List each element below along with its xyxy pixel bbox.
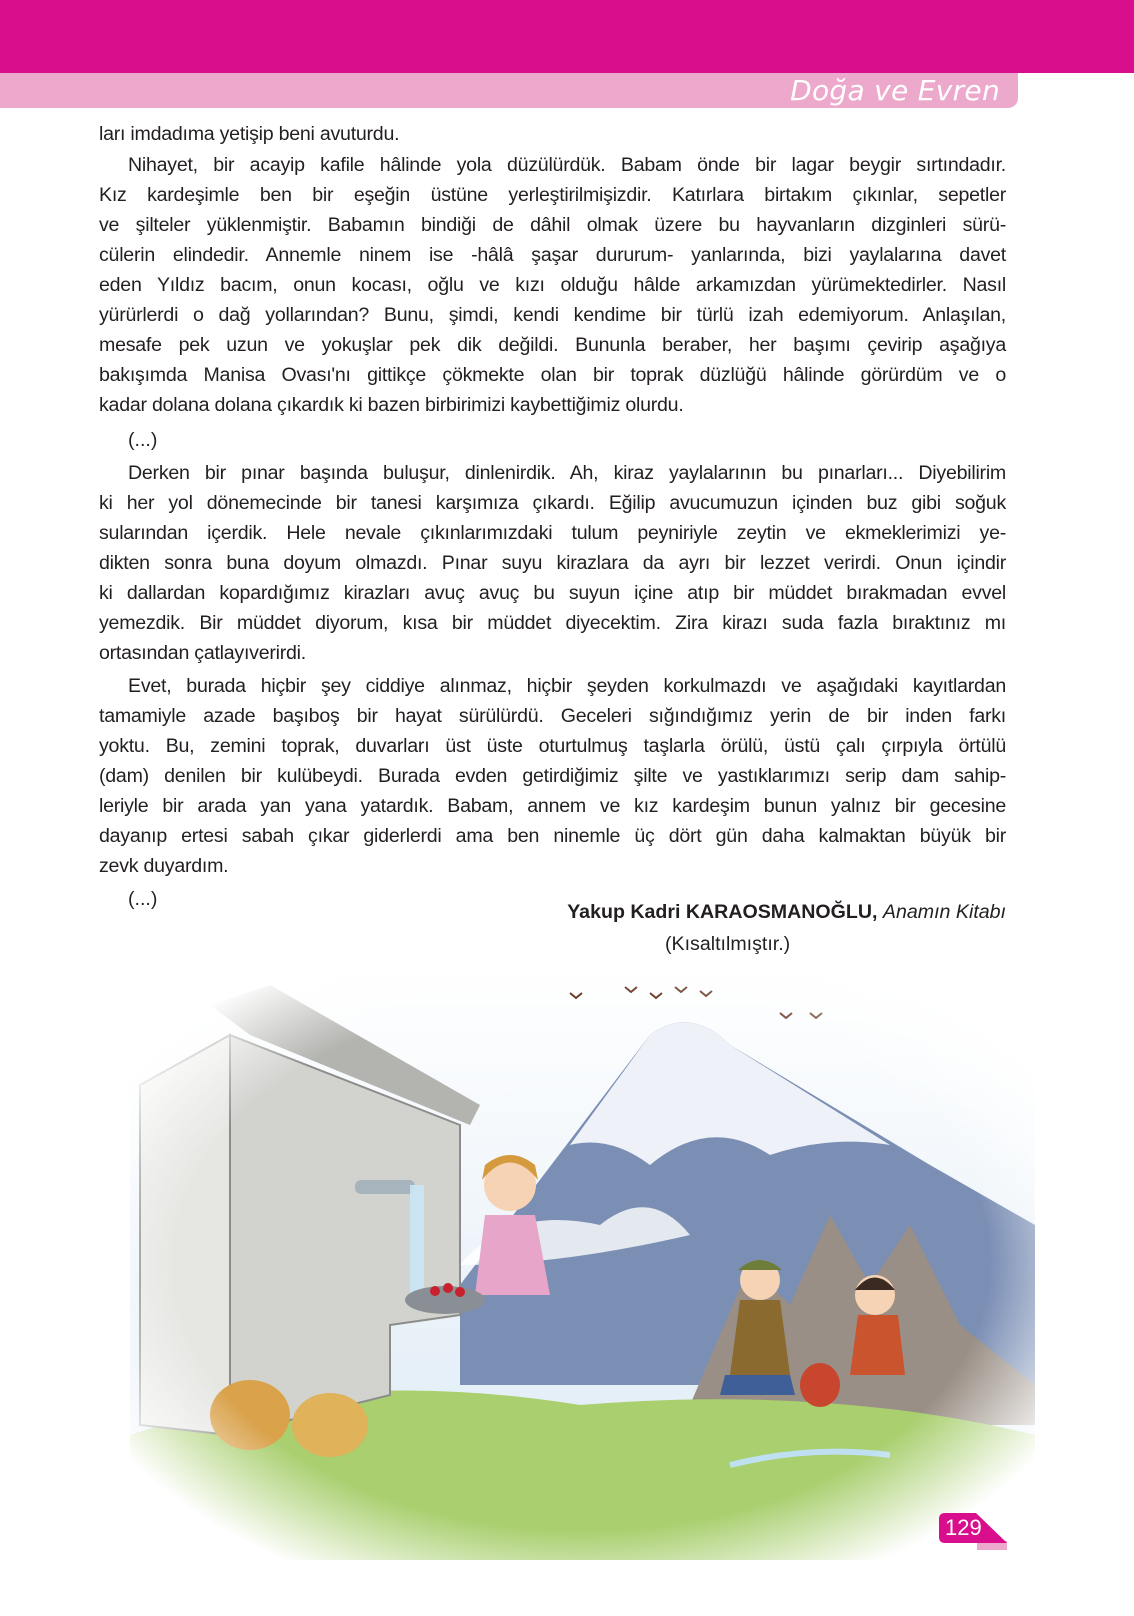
page-number-badge (939, 1513, 1007, 1543)
paragraph-1 (99, 150, 1006, 420)
page-number: 129 (945, 1515, 982, 1540)
text-line: yoktu. Bu, zemini toprak, duvarları üst üste oturtulmuş taşlarla örülü, üstü çalı çırpıyla örtülü (99, 735, 1006, 757)
section-band (0, 73, 1018, 108)
text-line: ve şilteler yüklenmiştir. Babamın bindiği de dâhil olmak üzere bu hayvanların dizginleri sürü- (99, 214, 1006, 236)
text-line: eden Yıldız bacım, onun kocası, oğlu ve kızı olduğu hâlde arkamızdan yürümektedirler. Nasıl (99, 274, 1006, 296)
source-citation (567, 897, 1006, 927)
text-line: ortasından çatlayıverirdi. (99, 642, 306, 664)
text-line: mesafe pek uzun ve yokuşlar pek dik değildi. Bununla beraber, her başımı çevirip aşağıya (99, 334, 1006, 356)
text-line: dikten sonra buna doyum olmazdı. Pınar suyu kirazlara da ayrı bir lezzet verirdi. Onun içindir (99, 552, 1006, 574)
header-bar (0, 0, 1134, 73)
text-line: dayanıp ertesi sabah çıkar giderlerdi ama ben ninemle üç dört gün daha kalmaktan büyük bir (99, 825, 1006, 847)
vignette (130, 965, 1035, 1560)
author-name: Yakup Kadri KARAOSMANOĞLU, (567, 901, 878, 923)
paragraph-continuation (99, 119, 1006, 149)
text-line: bakışımda Manisa Ovası'nı gittikçe çökmekte olan bir toprak düzlüğü hâlinde görürdüm ve o (99, 364, 1006, 386)
text-line: sularından içerdik. Hele nevale çıkınlarımızdaki tulum peyniriyle zeytin ve ekmeklerimizi ye- (99, 522, 1006, 544)
text-line: Nihayet, bir acayip kafile hâlinde yola düzülürdük. Babam önde bir lagar beygir sırtındadır. (128, 154, 1006, 176)
text-line: ki her yol dönemecinde bir tanesi karşımıza çıkardı. Eğilip avucumuzun içinden buz gibi soğuk (99, 492, 1006, 514)
text-line: Derken bir pınar başında buluşur, dinlenirdik. Ah, kiraz yaylalarının bu pınarları... Diyebilirim (128, 462, 1006, 484)
text-line: Kız kardeşimle ben bir eşeğin üstüne yerleştirilmişizdir. Katırlara birtakım çıkınlar, sepetler (99, 184, 1006, 206)
illustration-mountain-spring (130, 965, 1035, 1560)
section-title: Doğa ve Evren (790, 74, 1000, 107)
text-line: kadar dolana dolana çıkardık ki bazen birbirimizi kaybettiğimiz olurdu. (99, 394, 684, 416)
book-title: Anamın Kitabı (882, 901, 1006, 923)
abbreviation-note: (Kısaltılmıştır.) (665, 933, 791, 955)
ellipsis: (...) (128, 429, 158, 451)
text-line: tamamiyle azade başıboş bir hayat sürülürdü. Geceleri sığındığımız yerin de bir inden farkı (99, 705, 1006, 727)
text-line: zevk duyardım. (99, 855, 229, 877)
text-line: yemezdik. Bir müddet diyorum, kısa bir müddet diyecektim. Zira kirazı suda fazla bıraktınız mı (99, 612, 1006, 634)
paragraph-2 (99, 458, 1006, 668)
text-line: ları imdadıma yetişip beni avuturdu. (99, 123, 400, 145)
text-line: Evet, burada hiçbir şey ciddiye alınmaz, hiçbir şeyden korkulmazdı ve aşağıdaki kayıtlardan (128, 675, 1006, 697)
text-line: (dam) denilen bir kulübeydi. Burada evden getirdiğimiz şilte ve yastıklarımızı serip dam sahip- (99, 765, 1006, 787)
text-line: yürürlerdi o dağ yollarından? Bunu, şimdi, kendi kendime bir türlü izah edemiyorum. Anlaşılan, (99, 304, 1006, 326)
ellipsis: (...) (128, 888, 158, 910)
text-line: ki dallardan kopardığımız kirazları avuç avuç bu suyun içine atıp bir müddet bırakmadan evvel (99, 582, 1006, 604)
text-line: cülerin elindedir. Annemle ninem ise -hâlâ şaşar dururum- yanlarında, bizi yaylalarına davet (99, 244, 1006, 266)
paragraph-3 (99, 671, 1006, 881)
text-line: leriyle bir arada yan yana yatardık. Babam, annem ve kız kardeşim bunun yalnız bir gecesine (99, 795, 1006, 817)
